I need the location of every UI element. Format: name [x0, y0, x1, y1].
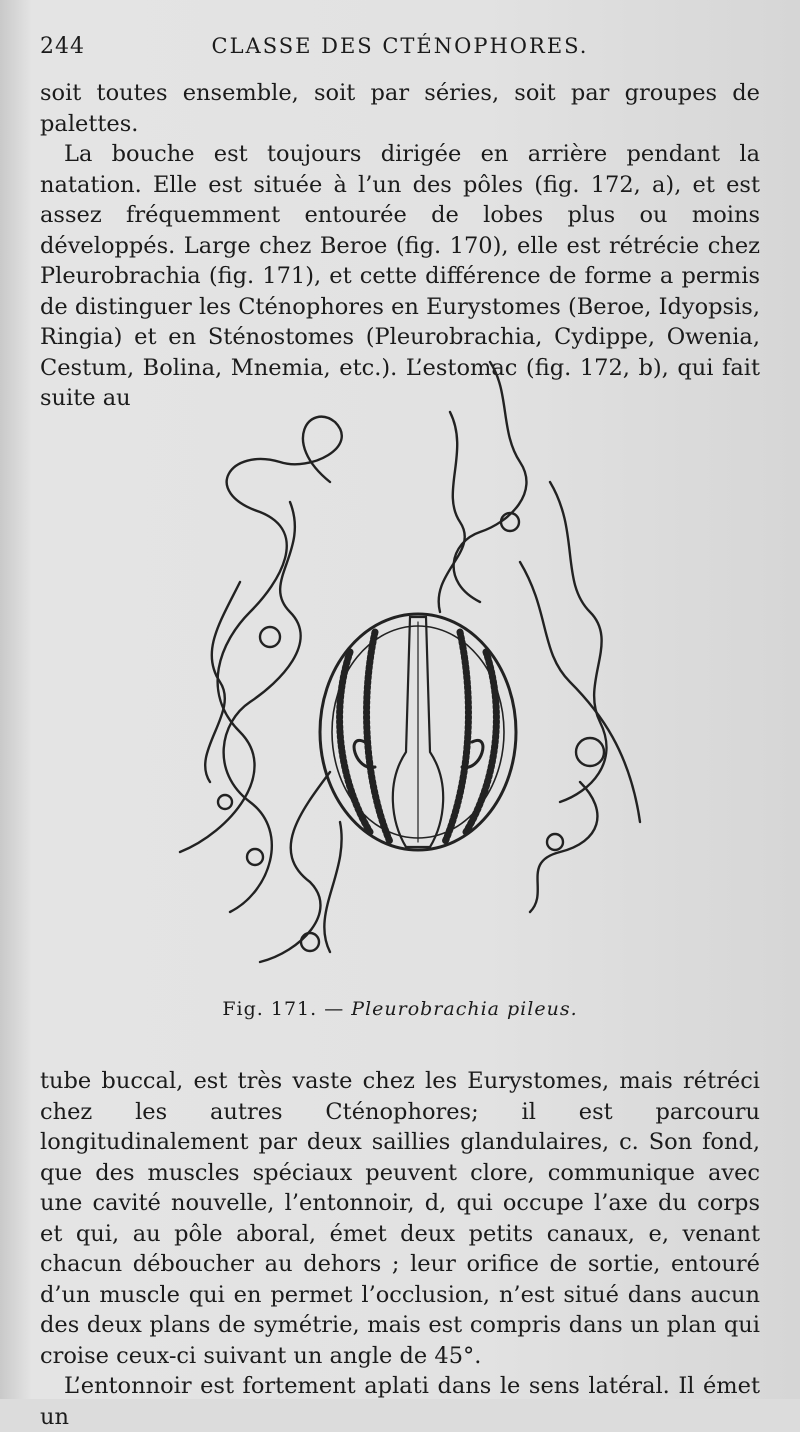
- running-title: CLASSE DES CTÉNOPHORES.: [211, 34, 589, 58]
- species-name: Pleurobrachia pileus.: [351, 998, 578, 1020]
- pleurobrachia-illustration: [160, 352, 650, 982]
- continuation-line: soit toutes ensemble, soit par séries, soit par groupes de palettes.: [40, 80, 760, 137]
- figure-caption: [0, 998, 800, 1020]
- figure-pleurobrachia: [160, 352, 650, 982]
- paragraph-stomach: tube buccal, est très vaste chez les Eurystomes, mais rétréci chez les autres Cténophores; il est parcouru longitudinalement par deux saillies glandulaires, c. Son fond, que des muscles spéciaux peuvent clore, communique avec une cavité nouvelle, l’entonnoir, d, qui occupe l’axe du corps et qui, au pôle aboral, émet deux petits canaux, e, venant chacun déboucher au dehors ; leur orifice de sortie, entouré d’un muscle qui en permet l’occlusion, n’est situé dans aucun des deux plans de symétrie, mais est compris dans un plan qui croise ceux-ci suivant un angle de 45°.: [40, 1068, 760, 1369]
- paragraph-funnel: L’entonnoir est fortement aplati dans le sens latéral. Il émet un: [40, 1373, 760, 1430]
- page-header: [40, 34, 760, 70]
- figure-number: Fig. 171. —: [222, 998, 345, 1020]
- bottom-text-block: [40, 1066, 760, 1432]
- paragraph-mouth: La bouche est toujours dirigée en arrière pendant la natation. Elle est située à l’un des pôles (fig. 172, a), et est assez fréquemment entourée de lobes plus ou moins développés. Large chez Beroe (fig. 170), elle est rétrécie chez Pleurobrachia (fig. 171), et cette différence de forme a permis de distinguer les Cténophores en Eurystomes (Beroe, Idyopsis, Ringia) et en Sténostomes (Pleurobrachia, Cydippe, Owenia, Cestum, Bolina, Mnemia, etc.). L’estomac (fig. 172, b), qui fait suite au: [40, 141, 760, 411]
- page-number: 244: [40, 34, 85, 59]
